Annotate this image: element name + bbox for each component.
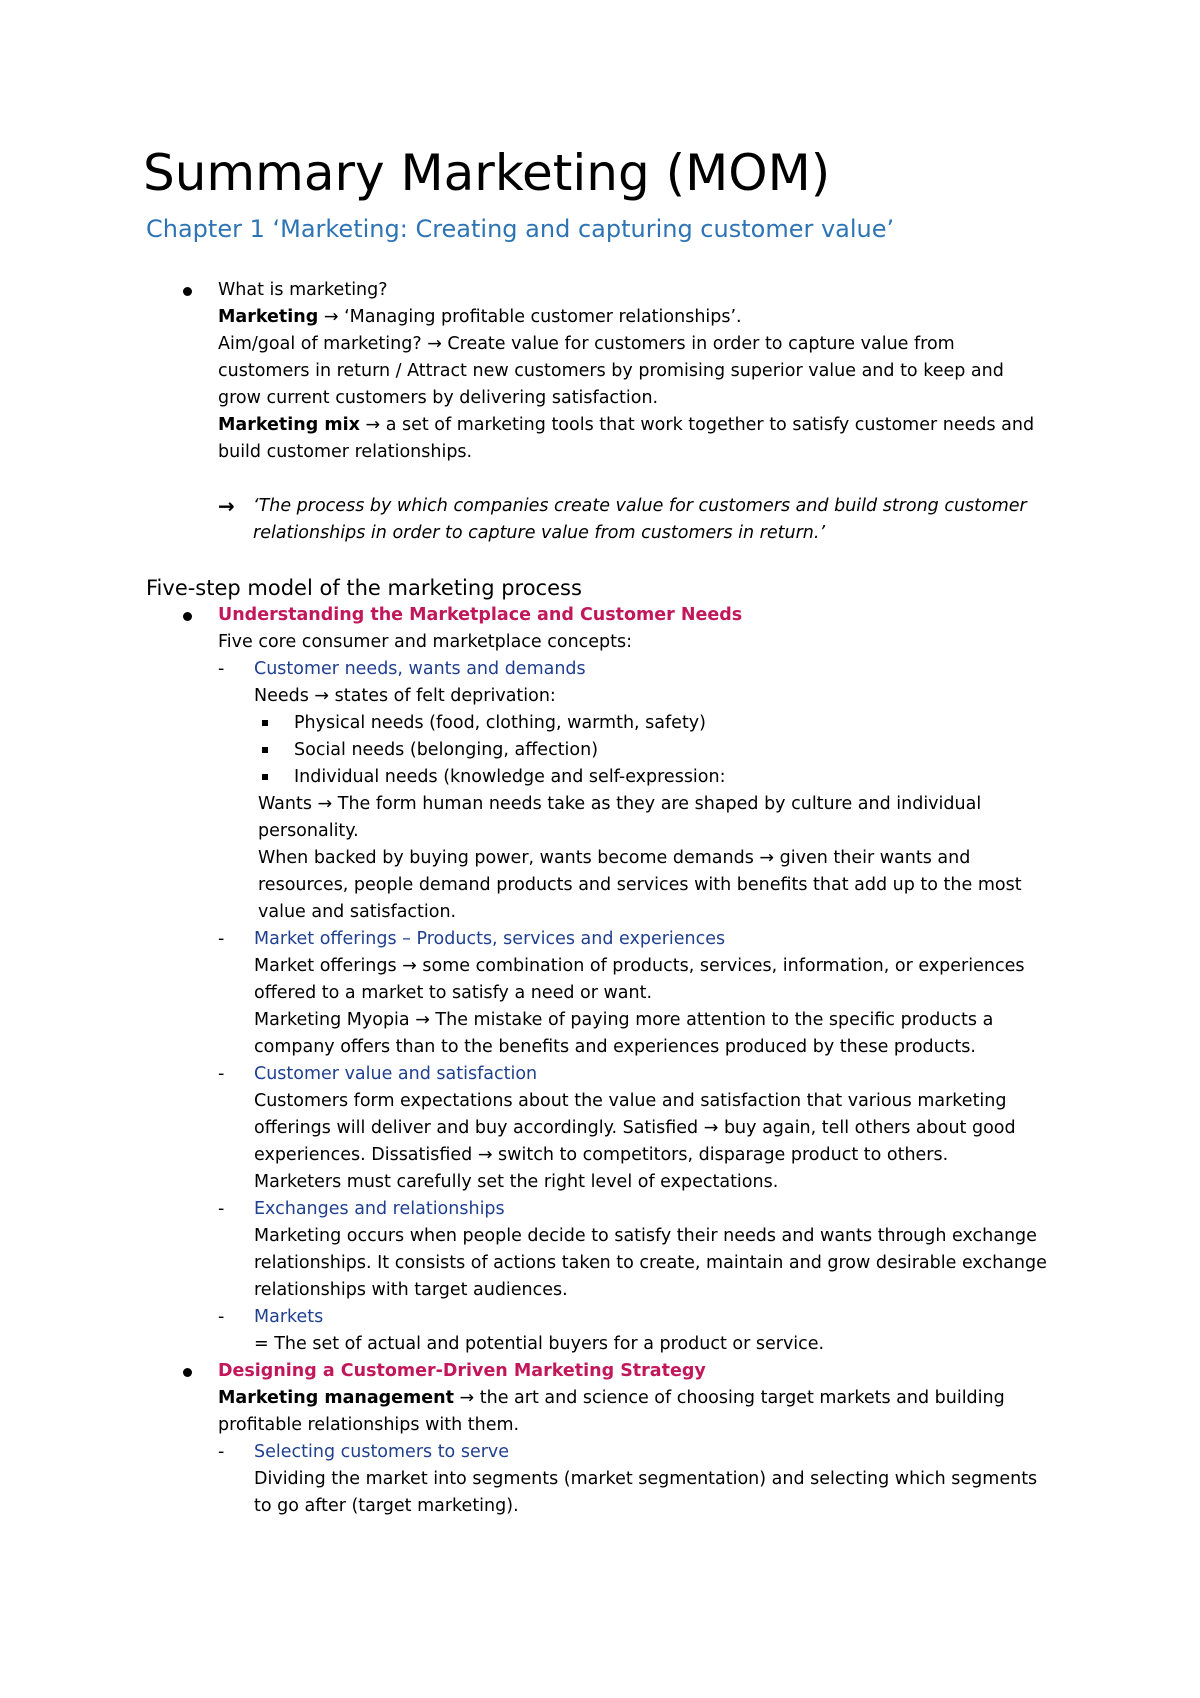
chapter-heading: Chapter 1 ‘Marketing: Creating and capturing customer value’ bbox=[146, 215, 895, 243]
selecting-line-2: to go after (target marketing). bbox=[254, 1496, 519, 1516]
dash-marker: - bbox=[218, 659, 225, 679]
bullet-dot bbox=[183, 612, 192, 621]
bullet-dot bbox=[183, 1368, 192, 1377]
exchanges-line-1: Marketing occurs when people decide to satisfy their needs and wants through exchange bbox=[254, 1226, 1037, 1246]
needs-item: Individual needs (knowledge and self-expression: bbox=[294, 767, 726, 787]
marketing-management-line-2: profitable relationships with them. bbox=[218, 1415, 520, 1435]
dash-marker: - bbox=[218, 1199, 225, 1219]
dash-marker: - bbox=[218, 1442, 225, 1462]
exchanges-heading: Exchanges and relationships bbox=[254, 1199, 505, 1219]
step-1-title: Understanding the Marketplace and Customer Needs bbox=[218, 605, 743, 625]
value-line-1: Customers form expectations about the value and satisfaction that various marketing bbox=[254, 1091, 1007, 1111]
offerings-line-2: offered to a market to satisfy a need or want. bbox=[254, 983, 653, 1003]
arrow-bullet-icon: → bbox=[218, 494, 235, 518]
wants-line-2: personality. bbox=[258, 821, 359, 841]
offerings-line-1: Market offerings → some combination of products, services, information, or experiences bbox=[254, 956, 1025, 976]
demands-line-2: resources, people demand products and services with benefits that add up to the most bbox=[258, 875, 1022, 895]
markets-heading: Markets bbox=[254, 1307, 324, 1327]
square-bullet bbox=[262, 720, 268, 726]
bullet-dot bbox=[183, 287, 192, 296]
marketing-mix-line-2: build customer relationships. bbox=[218, 442, 473, 462]
value-line-2: offerings will deliver and buy accordingly. Satisfied → buy again, tell others about good bbox=[254, 1118, 1016, 1138]
step-2-title: Designing a Customer-Driven Marketing Strategy bbox=[218, 1361, 706, 1381]
dash-marker: - bbox=[218, 1064, 225, 1084]
demands-line-3: value and satisfaction. bbox=[258, 902, 457, 922]
marketing-definition: Marketing → ‘Managing profitable customer relationships’. bbox=[218, 307, 742, 327]
dash-marker: - bbox=[218, 1307, 225, 1327]
myopia-line-1: Marketing Myopia → The mistake of paying more attention to the specific products a bbox=[254, 1010, 994, 1030]
quote-line-2: relationships in order to capture value from customers in return.’ bbox=[253, 523, 826, 543]
selecting-heading: Selecting customers to serve bbox=[254, 1442, 510, 1462]
aim-line-1: Aim/goal of marketing? → Create value for customers in order to capture value from bbox=[218, 334, 955, 354]
marketing-mix-line-1: Marketing mix → a set of marketing tools that work together to satisfy customer needs and bbox=[218, 415, 1035, 435]
value-line-3: experiences. Dissatisfied → switch to competitors, disparage product to others. bbox=[254, 1145, 949, 1165]
selecting-line-1: Dividing the market into segments (market segmentation) and selecting which segments bbox=[254, 1469, 1038, 1489]
question-line: What is marketing? bbox=[218, 280, 388, 300]
marketing-management-line-1: Marketing management → the art and science of choosing target markets and building bbox=[218, 1388, 1005, 1408]
step-1-subtitle: Five core consumer and marketplace concepts: bbox=[218, 632, 633, 652]
needs-item: Social needs (belonging, affection) bbox=[294, 740, 599, 760]
square-bullet bbox=[262, 774, 268, 780]
square-bullet bbox=[262, 747, 268, 753]
wants-line-1: Wants → The form human needs take as they are shaped by culture and individual bbox=[258, 794, 982, 814]
exchanges-line-2: relationships. It consists of actions taken to create, maintain and grow desirable exchange bbox=[254, 1253, 1047, 1273]
needs-heading: Customer needs, wants and demands bbox=[254, 659, 586, 679]
aim-line-2: customers in return / Attract new customers by promising superior value and to keep and bbox=[218, 361, 1004, 381]
needs-definition: Needs → states of felt deprivation: bbox=[254, 686, 556, 706]
needs-item: Physical needs (food, clothing, warmth, safety) bbox=[294, 713, 706, 733]
offerings-heading: Market offerings – Products, services and experiences bbox=[254, 929, 726, 949]
document-title: Summary Marketing (MOM) bbox=[143, 144, 831, 202]
dash-marker: - bbox=[218, 929, 225, 949]
myopia-line-2: company offers than to the benefits and experiences produced by these products. bbox=[254, 1037, 976, 1057]
markets-line-1: = The set of actual and potential buyers for a product or service. bbox=[254, 1334, 825, 1354]
quote-line-1: ‘The process by which companies create value for customers and build strong customer bbox=[253, 496, 1027, 516]
exchanges-line-3: relationships with target audiences. bbox=[254, 1280, 568, 1300]
value-heading: Customer value and satisfaction bbox=[254, 1064, 538, 1084]
demands-line-1: When backed by buying power, wants become demands → given their wants and bbox=[258, 848, 971, 868]
value-line-4: Marketers must carefully set the right level of expectations. bbox=[254, 1172, 779, 1192]
aim-line-3: grow current customers by delivering satisfaction. bbox=[218, 388, 659, 408]
section-heading: Five-step model of the marketing process bbox=[146, 576, 582, 600]
